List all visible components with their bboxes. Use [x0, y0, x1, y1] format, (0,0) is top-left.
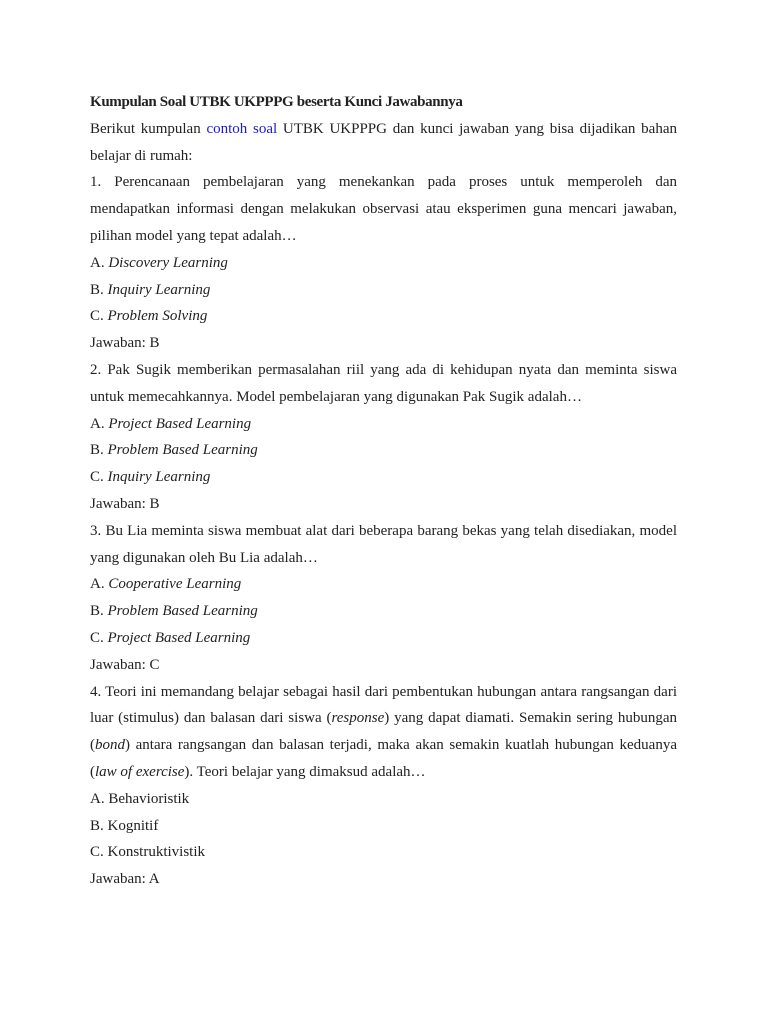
term-bond: bond — [95, 737, 125, 754]
option-label: B. — [90, 281, 108, 298]
option-label: A. — [90, 576, 109, 593]
question-2-option-a — [90, 411, 677, 438]
term-response: response — [331, 710, 385, 727]
question-3-option-c — [90, 625, 677, 652]
term-law-of-exercise: law of exercise — [95, 763, 185, 780]
question-1-option-a — [90, 250, 677, 277]
question-1-text: 1. Perencanaan pembelajaran yang menekankan pada proses untuk memperoleh dan mendapatkan informasi dengan melakukan observasi atau eksperimen guna mencari jawaban, pilihan model yang tepat adalah… — [90, 174, 677, 244]
question-2-answer: Jawaban: B — [90, 495, 160, 512]
intro-text-after: UTBK UKPPPG dan kunci jawaban yang bisa dijadikan bahan belajar di rumah: — [90, 120, 677, 164]
question-4-option-c: C. Konstruktivistik — [90, 844, 206, 861]
option-label: C. — [90, 469, 108, 486]
option-label: C. — [90, 308, 108, 325]
question-3-option-a — [90, 571, 677, 598]
question-4-text-part: ). Teori belajar yang dimaksud adalah… — [184, 763, 426, 780]
document-body — [90, 89, 677, 893]
option-text: Project Based Learning — [108, 415, 252, 432]
option-label: A. — [90, 415, 109, 432]
question-2-text: 2. Pak Sugik memberikan permasalahan riil yang ada di kehidupan nyata dan meminta siswa untuk memecahkannya. Model pembelajaran yang digunakan Pak Sugik adalah… — [90, 361, 677, 405]
option-text: Problem Solving — [107, 308, 208, 325]
question-4-answer: Jawaban: A — [90, 871, 160, 888]
question-1-option-b — [90, 277, 677, 304]
option-text: Problem Based Learning — [107, 442, 258, 459]
question-4-option-a: A. Behavioristik — [90, 790, 190, 807]
option-label: A. — [90, 254, 109, 271]
question-4-text — [90, 679, 677, 786]
question-2-option-b — [90, 437, 677, 464]
document-title: Kumpulan Soal UTBK UKPPPG beserta Kunci Jawabannya — [90, 94, 463, 110]
option-label: B. — [90, 442, 108, 459]
question-4-text-part: ) yang dapat diamati. Semakin sering hubungan ( — [90, 710, 677, 754]
intro-paragraph — [90, 116, 677, 170]
question-1-option-c — [90, 303, 677, 330]
question-3-option-b — [90, 598, 677, 625]
question-4-text-part: ) antara rangsangan dan balasan terjadi, maka akan semakin kuatlah hubungan keduanya ( — [90, 737, 677, 780]
option-text: Project Based Learning — [107, 629, 251, 646]
question-4-option-b: B. Kognitif — [90, 817, 159, 834]
contoh-soal-link[interactable]: contoh soal — [206, 120, 278, 137]
option-text: Cooperative Learning — [108, 576, 242, 593]
option-label: B. — [90, 603, 108, 620]
question-4-text-part: 4. Teori ini memandang belajar sebagai hasil dari pembentukan hubungan antara rangsangan dari luar (stimulus) dan balasan dari siswa ( — [90, 683, 677, 727]
question-1-answer: Jawaban: B — [90, 335, 160, 352]
option-text: Problem Based Learning — [107, 603, 258, 620]
option-label: C. — [90, 629, 108, 646]
option-text: Inquiry Learning — [107, 469, 211, 486]
option-text: Discovery Learning — [108, 254, 228, 271]
intro-text-before: Berikut kumpulan — [90, 120, 207, 137]
question-3-answer: Jawaban: C — [90, 656, 160, 673]
question-2-option-c — [90, 464, 677, 491]
question-3-text: 3. Bu Lia meminta siswa membuat alat dari beberapa barang bekas yang telah disediakan, model yang digunakan oleh Bu Lia adalah… — [90, 522, 677, 566]
option-text: Inquiry Learning — [107, 281, 211, 298]
